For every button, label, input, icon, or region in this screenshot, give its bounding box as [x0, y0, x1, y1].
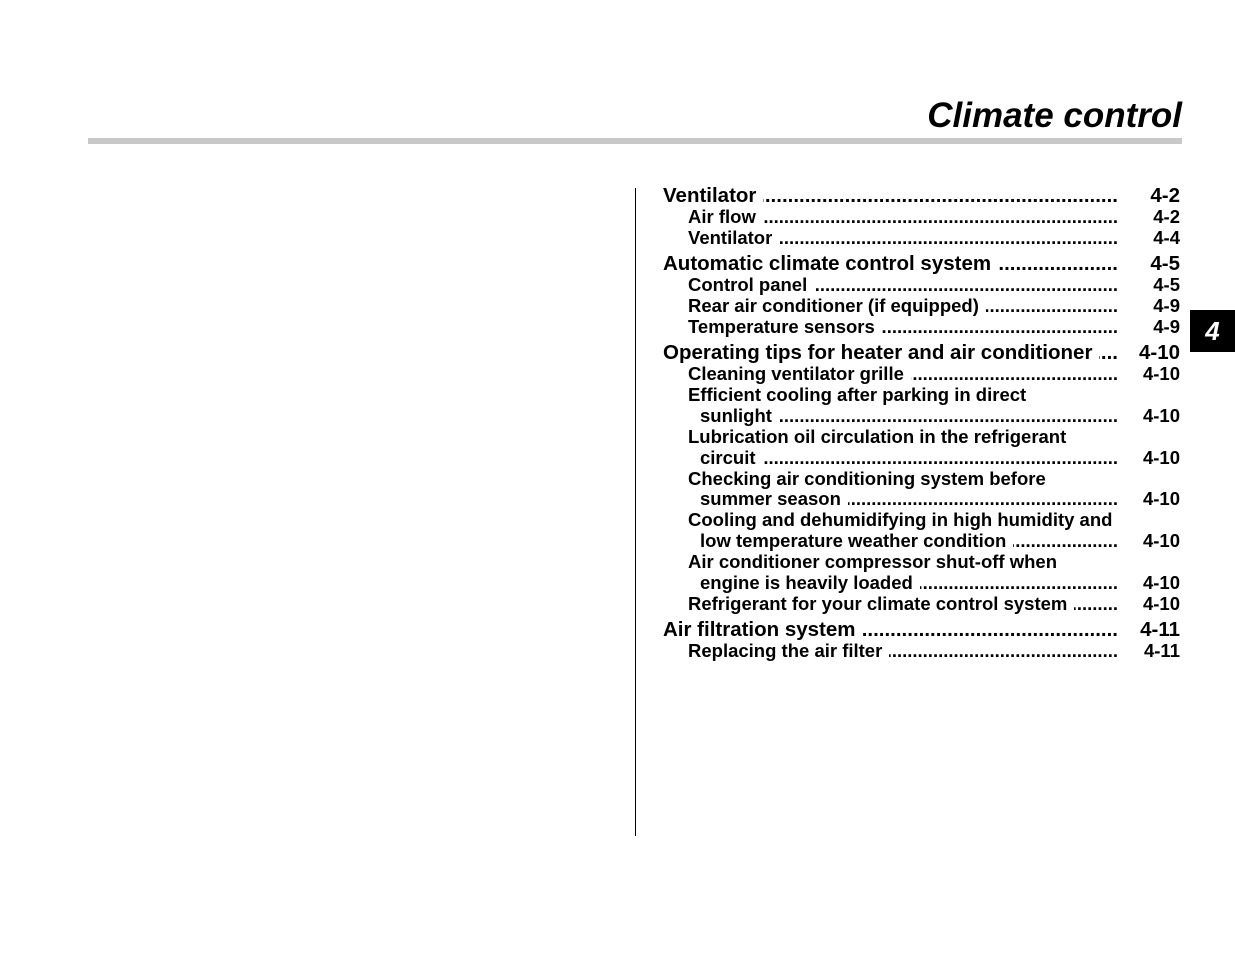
toc-page-number: 4-10 — [1138, 341, 1180, 365]
toc-entry-title: summer season — [700, 488, 841, 510]
toc-section-title: Ventilator — [663, 184, 757, 207]
toc-entry — [663, 641, 1180, 662]
toc-page-number: 4-9 — [1153, 295, 1180, 317]
toc-page-number: 4-10 — [1142, 446, 1180, 468]
toc-section-heading — [663, 253, 1180, 275]
toc-page-number: 4-10 — [1142, 405, 1180, 427]
toc-entry-title: sunlight — [700, 405, 772, 427]
toc-section-title: Operating tips for heater and air conditioner — [663, 341, 1093, 365]
toc-page-number: 4-10 — [1142, 363, 1180, 385]
toc-page-number: 4-11 — [1143, 640, 1180, 662]
toc-page-number: 4-4 — [1153, 226, 1180, 248]
toc-section — [663, 342, 1180, 614]
dot-leader — [763, 207, 1118, 228]
toc-entry-title: Control panel — [688, 274, 808, 296]
toc-entry-title: Checking air conditioning system before — [688, 467, 1046, 489]
toc-entry-title: Cooling and dehumidifying in high humidity and — [688, 509, 1113, 531]
dot-leader — [998, 253, 1118, 275]
dot-leader — [882, 317, 1118, 338]
dot-leader — [1013, 531, 1118, 552]
toc-entry-title: Ventilator — [688, 226, 773, 248]
toc-entry-title: Refrigerant for your climate control system — [688, 592, 1068, 614]
toc-entry — [663, 594, 1180, 615]
dot-leader — [863, 619, 1118, 641]
dot-leader — [848, 489, 1118, 510]
toc-entry-title: engine is heavily loaded — [700, 571, 913, 593]
toc-page-number: 4-10 — [1142, 571, 1180, 593]
toc-section — [663, 619, 1180, 662]
toc-entry-title: low temperature weather condition — [700, 530, 1007, 552]
toc-entry-title: Temperature sensors — [688, 315, 875, 337]
toc-entry-continuation — [663, 448, 1180, 469]
dot-leader — [814, 275, 1118, 296]
table-of-contents — [663, 185, 1180, 662]
toc-page-number: 4-2 — [1153, 206, 1180, 227]
toc-entry-first-line — [663, 552, 1180, 573]
toc-entry-title: Efficient cooling after parking in direct — [688, 384, 1027, 406]
toc-page-number: 4-2 — [1150, 184, 1180, 207]
toc-page-number: 4-9 — [1153, 315, 1180, 337]
chapter-title: Climate control — [927, 96, 1182, 135]
toc-entry-continuation — [663, 489, 1180, 510]
dot-leader — [763, 185, 1118, 207]
toc-entry-title: Rear air conditioner (if equipped) — [688, 295, 979, 317]
dot-leader — [911, 364, 1118, 385]
toc-page-number: 4-10 — [1142, 488, 1180, 510]
toc-entry-title: Lubrication oil circulation in the refrigerant — [688, 425, 1067, 447]
toc-page-number: 4-5 — [1150, 252, 1180, 276]
toc-page-number: 4-11 — [1140, 618, 1180, 642]
toc-entry — [663, 317, 1180, 338]
dot-leader — [889, 641, 1118, 662]
dot-leader — [1074, 594, 1118, 615]
dot-leader — [1099, 342, 1118, 364]
toc-page-number: 4-5 — [1153, 274, 1180, 296]
column-divider — [635, 188, 636, 836]
toc-entry-title: Replacing the air filter — [688, 640, 883, 662]
toc-page-number: 4-10 — [1142, 530, 1180, 552]
toc-entry — [663, 207, 1180, 228]
toc-entry-continuation — [663, 406, 1180, 427]
toc-section-title: Automatic climate control system — [663, 252, 992, 276]
chapter-tab: 4 — [1190, 310, 1235, 352]
toc-entry-title: Air conditioner compressor shut-off when — [688, 551, 1057, 572]
toc-entry-first-line — [663, 469, 1180, 490]
toc-entry-first-line — [663, 510, 1180, 531]
toc-entry — [663, 364, 1180, 385]
dot-leader — [779, 406, 1118, 427]
dot-leader — [779, 228, 1118, 249]
toc-section-heading — [663, 342, 1180, 364]
toc-section-title: Air filtration system — [663, 618, 856, 642]
toc-page-number: 4-10 — [1142, 592, 1180, 614]
toc-entry-first-line — [663, 385, 1180, 406]
toc-entry — [663, 228, 1180, 249]
toc-entry-continuation — [663, 573, 1180, 594]
toc-entry-title: Air flow — [688, 206, 756, 227]
dot-leader — [986, 296, 1118, 317]
header-rule — [88, 138, 1182, 144]
toc-entry-first-line — [663, 427, 1180, 448]
toc-entry-title: Cleaning ventilator grille — [688, 363, 904, 385]
dot-leader — [920, 573, 1118, 594]
dot-leader — [763, 448, 1118, 469]
toc-entry-continuation — [663, 531, 1180, 552]
toc-section — [663, 185, 1180, 249]
toc-section-heading — [663, 619, 1180, 641]
toc-entry — [663, 275, 1180, 296]
toc-entry — [663, 296, 1180, 317]
toc-section-heading — [663, 185, 1180, 207]
toc-entry-title: circuit — [700, 446, 756, 468]
toc-section — [663, 253, 1180, 338]
